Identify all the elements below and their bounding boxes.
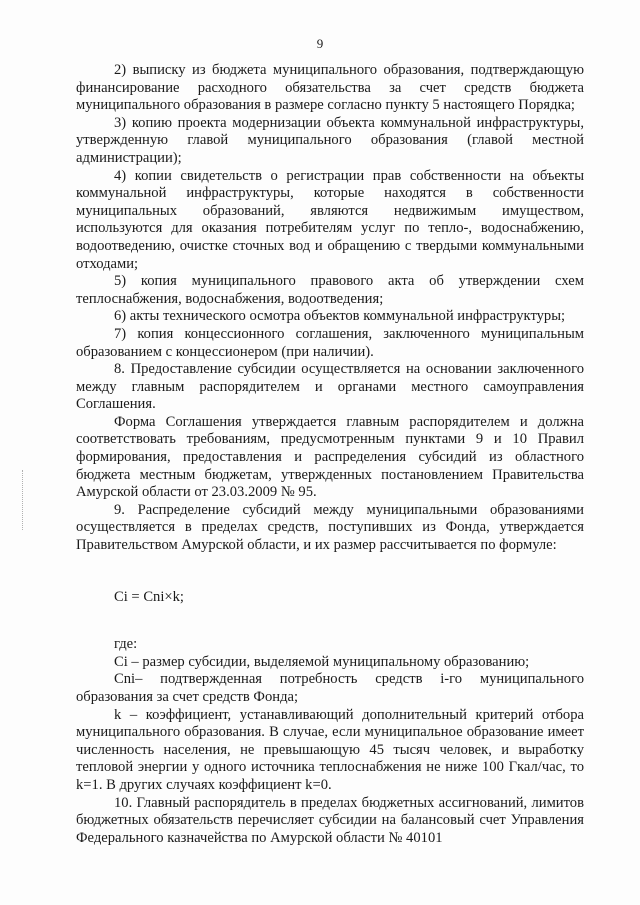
paragraph-section-8: 8. Предоставление субсидии осуществляется на основании заключенного между главным распорядителем и органами местного самоуправления Соглашения. bbox=[76, 361, 584, 413]
paragraph-item-2: 2) выписку из бюджета муниципального образования, подтверждающую финансирование расходного обязательства за счет средств бюджета муниципального образования в размере согласно пункту 5 настоящего Порядка; bbox=[76, 62, 584, 114]
scan-artifact bbox=[22, 470, 25, 530]
paragraph-agreement-form: Форма Соглашения утверждается главным распорядителем и должна соответствовать требованиям, предусмотренным пунктами 9 и 10 Правил формирования, предоставления и распределения субсидий из областного бюджета местным бюджетам, утвержденных постановлением Правительства Амурской области от 23.03.2009 № 95. bbox=[76, 413, 584, 501]
paragraph-item-6: 6) акты технического осмотра объектов коммунальной инфраструктуры; bbox=[114, 308, 566, 325]
paragraph-section-10: 10. Главный распорядитель в пределах бюджетных ассигнований, лимитов бюджетных обязательств перечисляет субсидии на балансовый счет Управления Федерального казначейства по Амурской области № 40101 bbox=[76, 794, 584, 846]
paragraph-item-7: 7) копия концессионного соглашения, заключенного муниципальным образованием с концессионером (при наличии). bbox=[76, 325, 584, 360]
paragraph-section-9: 9. Распределение субсидий между муниципальными образованиями осуществляется в пределах средств, поступивших из Фонда, утверждается Правительством Амурской области, и их размер рассчитывается по формуле: bbox=[76, 501, 584, 554]
definition-k: k – коэффициент, устанавливающий дополнительный критерий отбора муниципального образования. В случае, если муниципальное образование имеет численность населения, не превышающую 45 тысяч человек, и выработку тепловой энергии у одного источника теплоснабжения не ниже 100 Гкал/час, то k=1. В других случаях коэффициент k=0. bbox=[76, 706, 584, 793]
formula: Ci = Cni×k; bbox=[114, 588, 184, 605]
document-body bbox=[76, 62, 584, 847]
definition-ci: Ci – размер субсидии, выделяемой муниципальному образованию; bbox=[114, 653, 530, 670]
paragraph-item-3: 3) копию проекта модернизации объекта коммунальной инфраструктуры, утвержденную главой муниципального образования (главой местной администрации); bbox=[76, 114, 584, 166]
paragraph-item-5: 5) копия муниципального правового акта об утверждении схем теплоснабжения, водоснабжения, водоотведения; bbox=[76, 273, 584, 307]
formula-where-label: где: bbox=[114, 636, 138, 653]
paragraph-item-4: 4) копии свидетельств о регистрации прав собственности на объекты коммунальной инфраструктуры, которые находятся в собственности муниципальных образований, являются недвижимым имуществом, используются для оказания потребителям услуг по тепло-, водоснабжению, водоотведению, очистке сточных вод и обращению с твердыми коммунальными отходами; bbox=[76, 167, 584, 272]
definition-cni: Cni– подтвержденная потребность средств i-го муниципального образования за счет средств Фонда; bbox=[76, 671, 584, 705]
page-number: 9 bbox=[316, 36, 324, 51]
